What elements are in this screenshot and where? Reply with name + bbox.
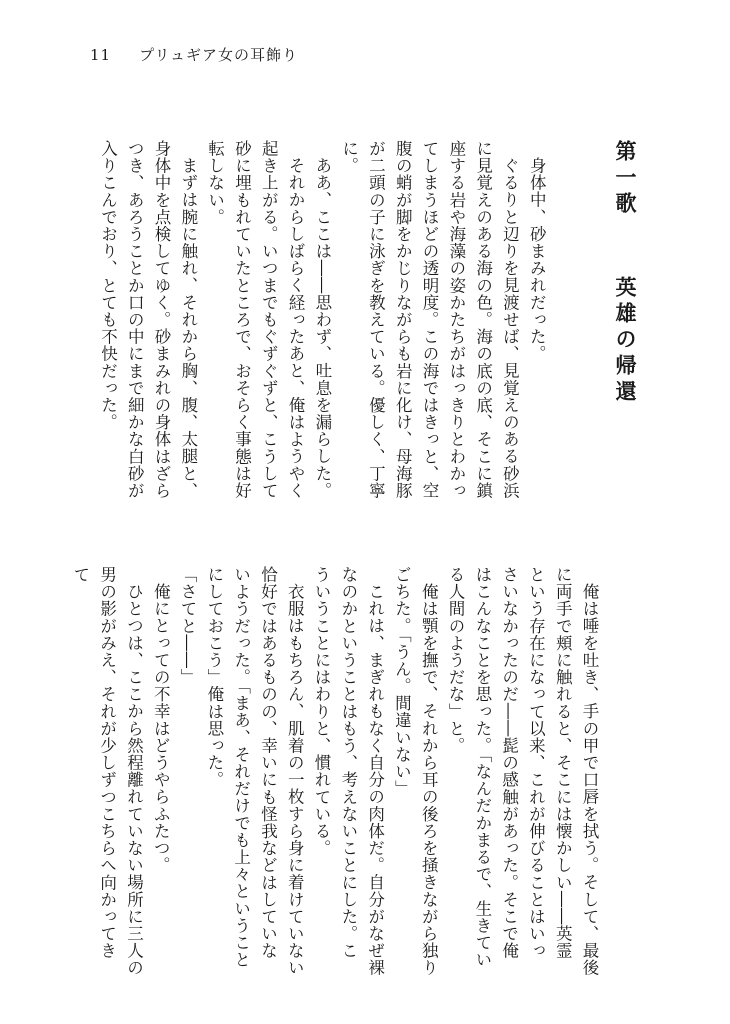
top-text-block [98,140,638,515]
paragraph: これは、まぎれもなく自分の肉体だ。自分がなぜ裸なのかということはもう、考えないことにした。こういうことにはわりと、慣れている。 [312,566,385,976]
paragraph: まずは腕に触れ、それから胸、腹、太腿と、身体中を点検してゆく。砂まみれの身体はざらつき、あろうことか口の中にまで細かな白砂が入りこんでおり、とても不快だった。 [98,140,198,500]
chapter-number: 第一歌 [613,140,638,218]
chapter-heading [611,140,638,515]
running-header [90,44,298,65]
paragraph: それからしばらく経ったあと、俺はようやく起き上がる。いつまでもぐずぐずと、こうして砂に埋もれていたところで、おそらく事態は好転しない。 [205,140,306,500]
paragraph: 「さてと――」 [178,566,198,686]
paragraph: ああ、ここは――思わず、吐息を漏らした。 [312,156,332,499]
paragraph: 俺は唾を吐き、手の甲で口唇を拭う。そして、最後に両手で頬に触れると、そこには懐かしい――英霊という存在になって以来、これが伸びることはいっさいなかったのだ――髭の感触があった。そこで俺はこんなことを思った。「なんだかまるで、生きている人間のようだな」と。 [446,566,599,976]
paragraph: ぐるりと辺りを見渡せば、見覚えのある砂浜に見覚えのある海の色。海の底の底、そこに鎮座する岩や海藻の姿かたちがはっきりとわかってしまうほどの透明度。この海ではきっと、空腹の蛸が脚をかじりながらも岩に化け、母海豚が二頭の子に泳ぎを教えている。優しく、丁寧に。 [339,140,520,500]
chapter-title: 英雄の帰還 [613,276,638,406]
paragraph: 俺にとっての不幸はどうやらふたつ。 [151,582,171,874]
running-title: プリュギア女の耳飾り [139,46,299,64]
paragraph: ひとつは、ここから然程離れていない場所に三人の男の影がみえ、それが少しずつこちらへ向かってきて [70,566,144,976]
page-number: 11 [90,46,112,64]
bottom-text-block [70,566,602,976]
paragraph: 衣服はもちろん、肌着の一枚すら身に着けていない恰好ではあるものの、幸いにも怪我などはしていないようだった。「まあ、それだけでも上々ということにしておこう」俺は思った。 [204,566,305,976]
paragraph: 俺は顎を撫で、それから耳の後ろを掻きながら独りごちた。「うん。間違いない」 [392,566,439,976]
paragraph: 身体中、砂まみれだった。 [527,156,547,362]
